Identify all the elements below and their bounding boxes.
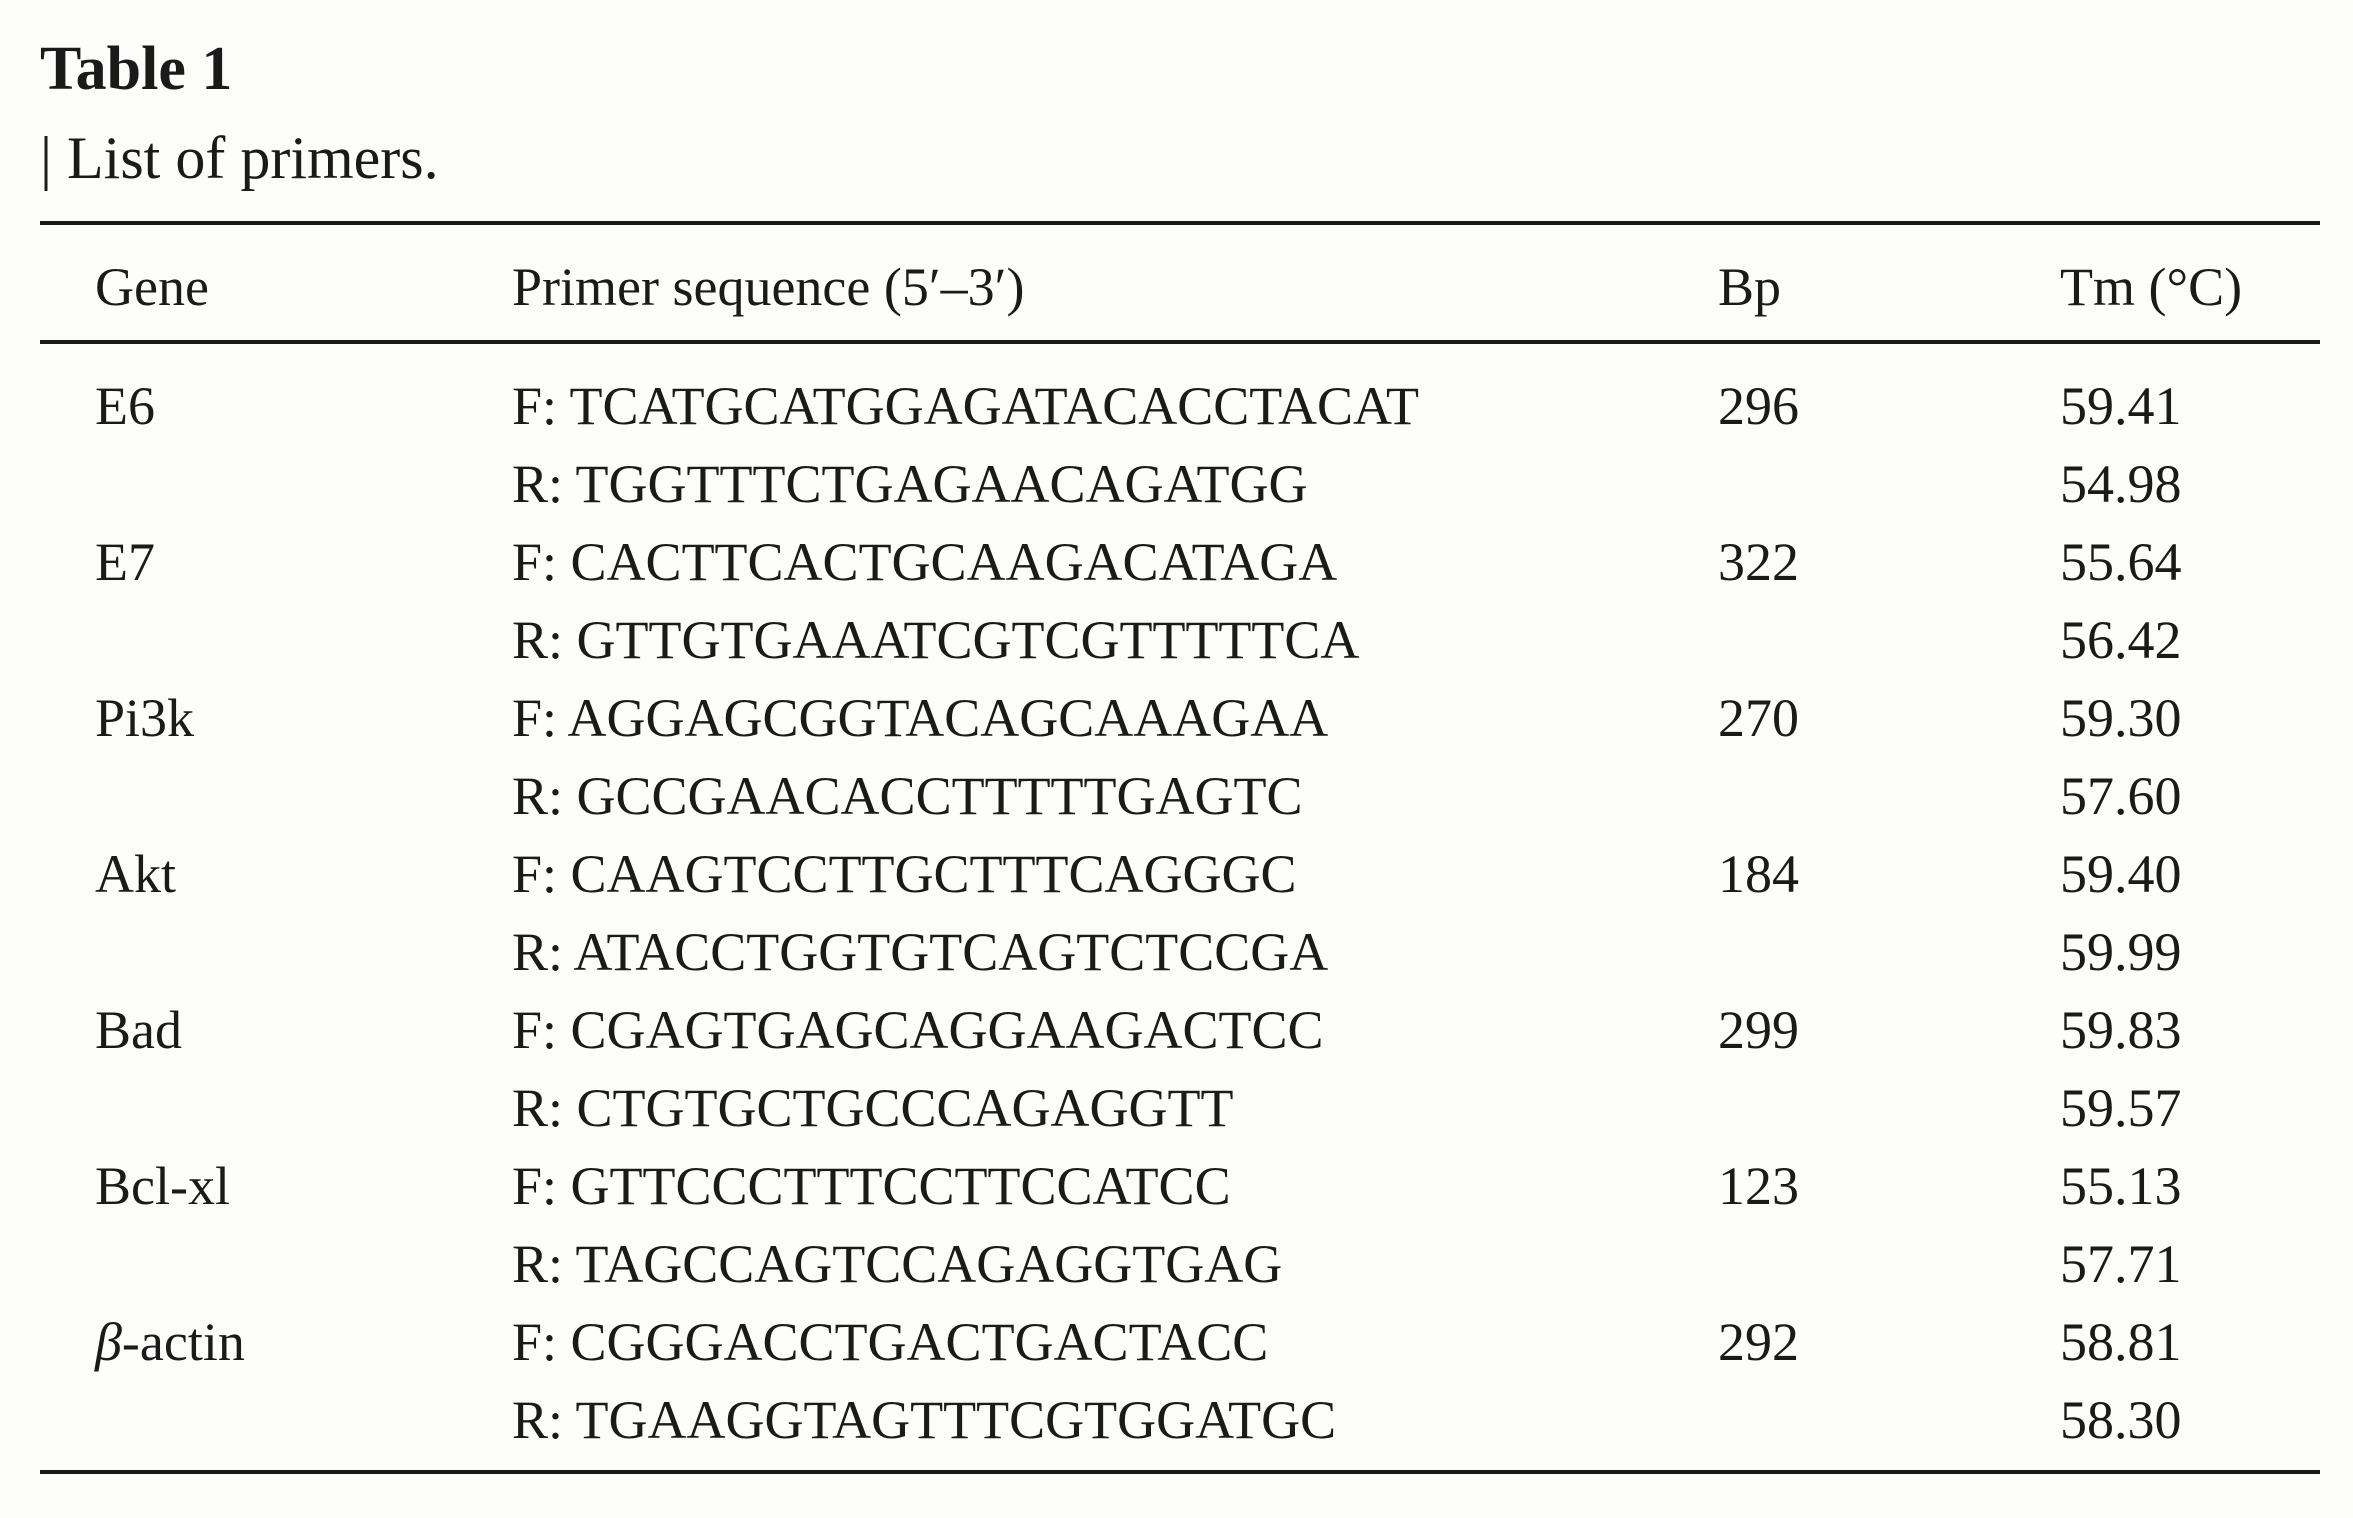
cell-gene: Bcl-xl — [95, 1156, 230, 1216]
table-row — [0, 1147, 2353, 1225]
table-row — [0, 679, 2353, 757]
cell-gene — [95, 1303, 245, 1381]
cell-sequence: F: AGGAGCGGTACAGCAAAGAA — [512, 688, 1329, 748]
table-header-row — [0, 252, 2353, 322]
cell-sequence: F: CGGGACCTGACTGACTACC — [512, 1312, 1269, 1372]
cell-bp: 296 — [1718, 376, 1799, 436]
header-primer-sequence: Primer sequence (5′–3′) — [512, 257, 1025, 317]
cell-bp: 292 — [1718, 1312, 1799, 1372]
header-bp: Bp — [1718, 257, 1782, 317]
table-row — [0, 601, 2353, 679]
table-row — [0, 367, 2353, 445]
cell-tm: 59.83 — [2060, 1000, 2182, 1060]
cell-sequence: F: CACTTCACTGCAAGACATAGA — [512, 532, 1338, 592]
cell-gene-rest: -actin — [121, 1312, 245, 1372]
cell-tm: 58.81 — [2060, 1312, 2182, 1372]
cell-gene: Akt — [95, 844, 176, 904]
cell-tm: 59.30 — [2060, 688, 2182, 748]
table-row — [0, 913, 2353, 991]
cell-tm: 55.64 — [2060, 532, 2182, 592]
table-caption: | List of primers. — [40, 125, 439, 191]
table-row — [0, 445, 2353, 523]
beta-symbol: β — [95, 1312, 122, 1372]
bottom-rule — [40, 1470, 2320, 1474]
table-title: Table 1 — [40, 35, 233, 103]
cell-bp: 123 — [1718, 1156, 1799, 1216]
cell-bp: 322 — [1718, 532, 1799, 592]
cell-tm: 55.13 — [2060, 1156, 2182, 1216]
cell-tm: 57.60 — [2060, 766, 2182, 826]
cell-sequence: R: GCCGAACACCTTTTTGAGTC — [512, 766, 1303, 826]
table-row — [0, 523, 2353, 601]
table-row — [0, 991, 2353, 1069]
header-rule — [40, 340, 2320, 344]
cell-sequence: F: CGAGTGAGCAGGAAGACTCC — [512, 1000, 1324, 1060]
cell-sequence: F: TCATGCATGGAGATACACCTACAT — [512, 376, 1419, 436]
cell-sequence: R: CTGTGCTGCCCAGAGGTT — [512, 1078, 1234, 1138]
cell-sequence: F: CAAGTCCTTGCTTTCAGGGC — [512, 844, 1297, 904]
cell-tm: 57.71 — [2060, 1234, 2182, 1294]
cell-sequence: F: GTTCCCTTTCCTTCCATCC — [512, 1156, 1231, 1216]
table-row — [0, 757, 2353, 835]
table-row — [0, 1303, 2353, 1381]
cell-bp: 184 — [1718, 844, 1799, 904]
cell-tm: 54.98 — [2060, 454, 2182, 514]
cell-gene: Bad — [95, 1000, 182, 1060]
cell-sequence: R: GTTGTGAAATCGTCGTTTTTCA — [512, 610, 1360, 670]
cell-tm: 59.40 — [2060, 844, 2182, 904]
cell-sequence: R: TAGCCAGTCCAGAGGTGAG — [512, 1234, 1283, 1294]
cell-tm: 59.99 — [2060, 922, 2182, 982]
cell-gene: E7 — [95, 532, 155, 592]
cell-sequence: R: ATACCTGGTGTCAGTCTCCGA — [512, 922, 1329, 982]
cell-tm: 59.41 — [2060, 376, 2182, 436]
cell-sequence: R: TGAAGGTAGTTTCGTGGATGC — [512, 1390, 1337, 1450]
table-row — [0, 1381, 2353, 1459]
table-row — [0, 1069, 2353, 1147]
cell-gene: E6 — [95, 376, 155, 436]
cell-gene: Pi3k — [95, 688, 195, 748]
cell-bp: 299 — [1718, 1000, 1799, 1060]
table-body — [0, 367, 2353, 1459]
cell-tm: 58.30 — [2060, 1390, 2182, 1450]
table-row — [0, 1225, 2353, 1303]
header-tm: Tm (°C) — [2060, 257, 2243, 317]
header-gene: Gene — [95, 257, 209, 317]
table-row — [0, 835, 2353, 913]
cell-bp: 270 — [1718, 688, 1799, 748]
cell-tm: 56.42 — [2060, 610, 2182, 670]
cell-sequence: R: TGGTTTCTGAGAACAGATGG — [512, 454, 1308, 514]
top-rule — [40, 221, 2320, 225]
cell-tm: 59.57 — [2060, 1078, 2182, 1138]
